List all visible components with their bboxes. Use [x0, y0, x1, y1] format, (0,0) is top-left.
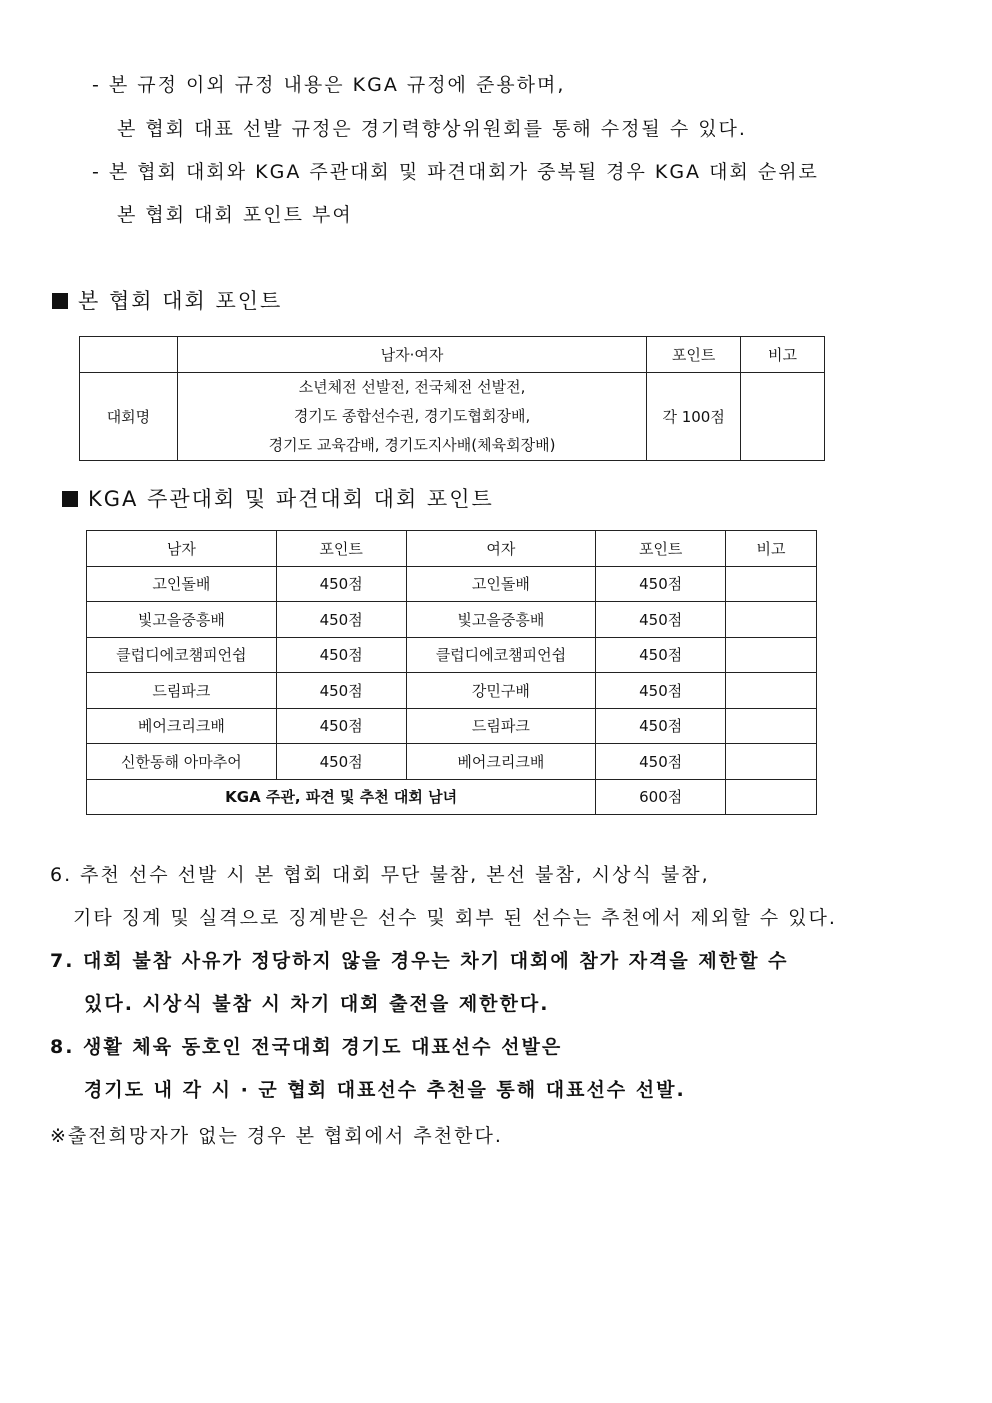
section1-heading: 본 협회 대회 포인트: [78, 289, 283, 313]
table-row: [87, 673, 817, 709]
female-event: 빛고을중흥배: [406, 602, 596, 638]
header-cell-points: 포인트: [647, 337, 741, 373]
square-bullet-icon: [62, 491, 78, 507]
footer-points: 600점: [596, 779, 726, 815]
square-bullet-icon: [52, 293, 68, 309]
male-points: 450점: [276, 673, 406, 709]
intro-line-2: 본 협회 대표 선발 규정은 경기력향상위원회를 통해 수정될 수 있다.: [117, 118, 747, 140]
intro-line-1: - 본 규정 이외 규정 내용은 KGA 규정에 준용하며,: [92, 74, 566, 96]
male-event: 고인돌배: [87, 566, 277, 602]
table-row: [87, 637, 817, 673]
kga-points-table: [86, 530, 817, 815]
female-points: 450점: [596, 602, 726, 638]
footnote: ※출전희망자가 없는 경우 본 협회에서 추천한다.: [50, 1125, 503, 1147]
rule-8-line-1: 8. 생활 체육 동호인 전국대회 경기도 대표선수 선발은: [50, 1036, 563, 1058]
table-header-row: [87, 531, 817, 567]
header-cell-blank: [80, 337, 178, 373]
note-cell: [726, 744, 817, 780]
note-cell: [741, 373, 825, 461]
female-event: 베어크리크배: [406, 744, 596, 780]
header-female-points: 포인트: [596, 531, 726, 567]
female-event: 클럽디에코챔피언쉽: [406, 637, 596, 673]
header-male: 남자: [87, 531, 277, 567]
event-line-2: 경기도 종합선수권, 경기도협회장배,: [293, 407, 531, 425]
events-cell: [177, 373, 646, 461]
event-line-3: 경기도 교육감배, 경기도지사배(체육회장배): [268, 436, 556, 454]
rule-8-line-2: 경기도 내 각 시 · 군 협회 대표선수 추천을 통해 대표선수 선발.: [84, 1079, 686, 1101]
table-row: [87, 744, 817, 780]
header-male-points: 포인트: [276, 531, 406, 567]
footer-note: [726, 779, 817, 815]
table-row: [87, 602, 817, 638]
table-row: [87, 566, 817, 602]
section1-heading-wrap: [52, 285, 282, 315]
section2-heading: KGA 주관대회 및 파견대회 대회 포인트: [88, 487, 494, 511]
female-points: 450점: [596, 708, 726, 744]
rule-6-line-2: 기타 징계 및 실격으로 징계받은 선수 및 회부 된 선수는 추천에서 제외할 수 있다.: [73, 907, 837, 929]
rule-7-line-2: 있다. 시상식 불참 시 차기 대회 출전을 제한한다.: [84, 993, 550, 1015]
female-points: 450점: [596, 566, 726, 602]
male-event: 드림파크: [87, 673, 277, 709]
header-note: 비고: [726, 531, 817, 567]
table-header-row: [80, 337, 825, 373]
female-event: 고인돌배: [406, 566, 596, 602]
female-event: 드림파크: [406, 708, 596, 744]
male-event: 빛고을중흥배: [87, 602, 277, 638]
intro-line-3: - 본 협회 대회와 KGA 주관대회 및 파견대회가 중복될 경우 KGA 대회 순위로: [92, 161, 819, 183]
male-event: 베어크리크배: [87, 708, 277, 744]
male-event: 신한동해 아마추어: [87, 744, 277, 780]
female-event: 강민구배: [406, 673, 596, 709]
rule-6-line-1: 6. 추천 선수 선발 시 본 협회 대회 무단 불참, 본선 불참, 시상식 불참,: [50, 864, 710, 886]
header-cell-events: 남자·여자: [177, 337, 646, 373]
header-cell-note: 비고: [741, 337, 825, 373]
club-points-table: [79, 336, 825, 461]
rule-7-line-1: 7. 대회 불참 사유가 정당하지 않을 경우는 차기 대회에 참가 자격을 제한할 수: [50, 950, 789, 972]
male-points: 450점: [276, 744, 406, 780]
intro-line-4: 본 협회 대회 포인트 부여: [117, 204, 353, 226]
points-cell: 각 100점: [647, 373, 741, 461]
table-row: [80, 373, 825, 461]
female-points: 450점: [596, 673, 726, 709]
note-cell: [726, 602, 817, 638]
event-line-1: 소년체전 선발전, 전국체전 선발전,: [298, 378, 526, 396]
note-cell: [726, 566, 817, 602]
note-cell: [726, 673, 817, 709]
male-points: 450점: [276, 708, 406, 744]
note-cell: [726, 637, 817, 673]
header-female: 여자: [406, 531, 596, 567]
note-cell: [726, 708, 817, 744]
row-label: 대회명: [80, 373, 178, 461]
female-points: 450점: [596, 744, 726, 780]
male-event: 클럽디에코챔피언쉽: [87, 637, 277, 673]
female-points: 450점: [596, 637, 726, 673]
male-points: 450점: [276, 602, 406, 638]
table-row: [87, 708, 817, 744]
section2-heading-wrap: [62, 483, 494, 513]
footer-label: KGA 주관, 파견 및 추천 대회 남녀: [87, 779, 596, 815]
male-points: 450점: [276, 566, 406, 602]
table-footer-row: [87, 779, 817, 815]
male-points: 450점: [276, 637, 406, 673]
